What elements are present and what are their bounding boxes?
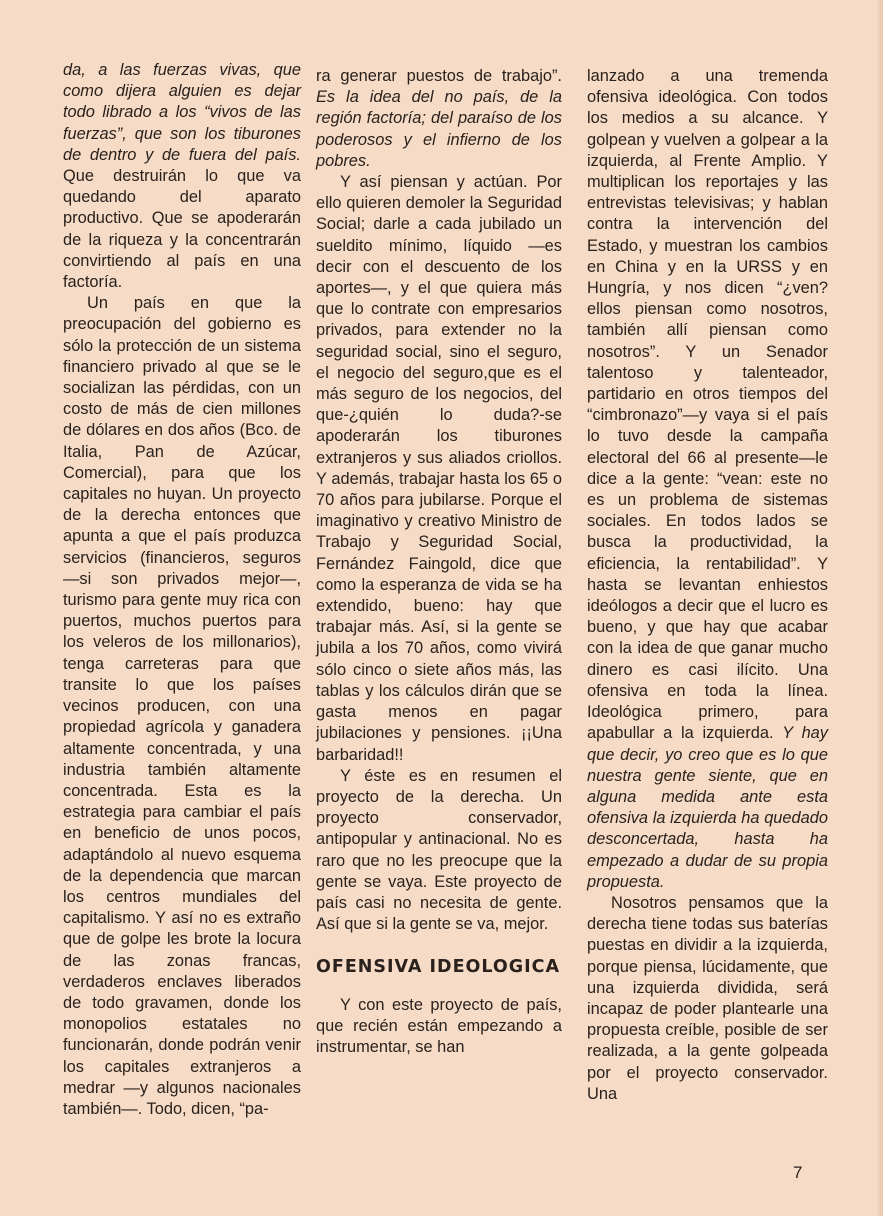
italic-text: Es la idea del no país, de la región factoría; del paraíso de los poderosos y el infierno de los pobres. [316,88,562,170]
paragraph [63,60,301,293]
body-text: Que destruirán lo que va quedando del aparato productivo. Que se apoderarán de la riqueza y la concentrarán convirtiendo al país en una factoría. [63,167,301,292]
text-column-2 [316,66,562,1058]
paragraph: Nosotros pensamos que la derecha tiene todas sus baterías puestas en dividir a la izquierda, porque piensa, lúcidamente, que una izquierda dividida, será incapaz de poder plantearle una propuesta creíble, posible de ser realizada, a la gente golpeada por el proyecto conservador. Una [587,893,828,1103]
body-text: ra generar puestos de trabajo”. [316,67,562,85]
paragraph: Y con este proyecto de país, que recién están empezando a instrumentar, se han [316,995,562,1056]
section-heading: OFENSIVA IDEOLOGICA [316,957,561,978]
paragraph: Y así piensan y actúan. Por ello quieren demoler la Seguridad Social; darle a cada jubilado un sueldito mínimo, líquido —es decir con el descuento de los aportes—, y el que quiera más que lo contrate con empresarios privados, para extender no la seguridad social, sino el seguro, el negocio del seguro,que es el más seguro de los negocios, del que-¿quién lo duda?-se apoderarán los tiburones extranjeros y sus aliados criollos. Y además, trabajar hasta los 65 o 70 años para jubilarse. Porque el imaginativo y creativo Ministro de Trabajo y Seguridad Social, Fernández Faingold, dice que como la esperanza de vida se ha extendido, bueno: hay que trabajar más. Así, si la gente se jubila a los 70 años, como vivirá sólo cinco o siete años más, las tablas y los cálculos dirán que se gasta menos en pagar jubilaciones y pensiones. ¡¡Una barbaridad!! [316,173,562,764]
paragraph [587,66,828,893]
paragraph: Y éste es en resumen el proyecto de la derecha. Un proyecto conservador, antipopular y antinacional. No es raro que no les preocupe que la gente se vaya. Este proyecto de país casi no necesita de gente. Así que si la gente se va, mejor. [316,766,562,934]
italic-text: Y hay que decir, yo creo que es lo que nuestra gente siente, que en alguna medida ante esta ofensiva la izquierda ha quedado desconcertada, hasta ha empezado a dudar de su propia propuesta. [587,724,828,891]
page-number: 7 [793,1163,803,1182]
italic-text: da, a las fuerzas vivas, que como dijera alguien es dejar todo librado a los “vivos de las fuerzas”, que son los tiburones de dentro y de fuera del país. [63,61,301,164]
paragraph: Un país en que la preocupación del gobierno es sólo la protección de un sistema financiero privado al que se le socializan las pérdidas, con un costo de más de cien millones de dólares en dos años (Bco. de Italia, Pan de Azúcar, Comercial), para que los capitales no huyan. Un proyecto de la derecha entonces que apunta a que el país produzca servicios (financieros, seguros —si son privados mejor—, turismo para gente muy rica con puertos, muchos puertos para los veleros de los millonarios), tenga carreteras para que transite lo que los países vecinos producen, con una propiedad agrícola y ganadera altamente concentrada, y una industria también altamente concentrada. Esta es la estrategia para cambiar el país en beneficio de unos pocos, adaptándolo al nuevo esquema de la dependencia que marcan los centros mundiales del capitalismo. Y así no es extraño que de golpe les brote la locura de las zonas francas, verdaderos enclaves liberados de todo gravamen, donde los monopolios estatales no funcionarán, donde podrán venir los capitales extranjeros a medrar —y algunos nacionales también—. Todo, dicen, “pa- [63,294,301,1118]
body-text: lanzado a una tremenda ofensiva ideológica. Con todos los medios a su alcance. Y golpean y vuelven a golpear a la izquierda, al Frente Amplio. Y multiplican los reportajes y las entrevistas televisivas; y hablan contra la intervención del Estado, y muestran los cambios en China y en la URSS y en Hungría, y nos dicen “¿ven? ellos piensan como nosotros, también allí piensan como nosotros”. Y un Senador talentoso y talenteador, partidario en otros tiempos del “cimbronazo”—y vaya si el país lo tuvo desde la campaña electoral del 66 al presente—le dice a la gente: “vean: este no es un problema de sistemas sociales. En todos lados se busca la productividad, la eficiencia, la rentabilidad”. Y hasta se levantan enhiestos ideólogos a decir que el lucro es bueno, y que hay que acabar con la idea de que ganar mucho dinero es casi ilícito. Una ofensiva en toda la línea. Ideológica primero, para apabullar a la izquierda. [587,67,828,743]
paragraph [316,66,562,172]
text-column-3 [587,66,828,1105]
text-column-1 [63,60,301,1120]
page-edge [877,0,883,1216]
